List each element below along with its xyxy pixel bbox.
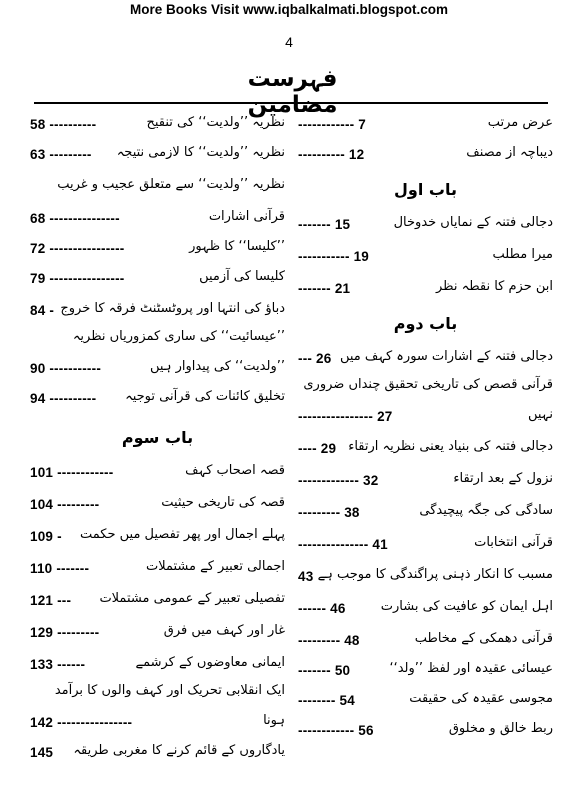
entry-page: 58 ---------- [30, 117, 97, 132]
toc-entry [298, 688, 553, 714]
toc-entry [298, 468, 553, 494]
section-heading-1: باب اول [394, 180, 457, 199]
entry-page: 68 --------------- [30, 211, 120, 226]
entry-title: ’’عیسائیت‘‘ کی ساری کمزوریاں نظریہ [72, 329, 285, 344]
entry-title: یادگاروں کے قائم کرنے کا مغربی طریقہ [73, 743, 285, 758]
entry-page: --------- 48 [298, 633, 360, 648]
toc-entry [298, 436, 553, 462]
entry-title: قرآنی انتخابات [474, 535, 553, 550]
toc-entry [298, 374, 553, 400]
entry-page: ---------------- 27 [298, 409, 393, 424]
toc-entry [298, 212, 553, 238]
entry-page: 142 ---------------- [30, 715, 133, 730]
toc-entry [30, 492, 285, 518]
entry-page: --------------- 41 [298, 537, 388, 552]
site-banner: More Books Visit www.iqbalkalmati.blogspot.com [129, 2, 449, 17]
toc-entry [30, 524, 285, 550]
title-divider [34, 102, 548, 104]
entry-page: 110 ------- [30, 561, 90, 576]
toc-entry [298, 276, 553, 302]
entry-title: ابن حزم کا نقطہ نظر [436, 279, 553, 294]
entry-page: -------- 54 [298, 693, 355, 708]
entry-page: 79 ---------------- [30, 271, 125, 286]
toc-entry [298, 628, 553, 654]
toc-entry [30, 386, 285, 412]
entry-title: ایمانی معاوضوں کے کرشمے [135, 655, 285, 670]
entry-page: ---------- 12 [298, 147, 365, 162]
entry-page: ------------ 7 [298, 117, 367, 132]
entry-page: ------- 15 [298, 217, 351, 232]
entry-title: غار اور کہف میں فرق [163, 623, 285, 638]
entry-title: ’’کلیسا‘‘ کا ظہور [189, 239, 285, 254]
toc-entry [30, 298, 285, 324]
toc-entry [30, 174, 285, 200]
entry-title: نہیں [527, 407, 553, 422]
toc-entry [298, 244, 553, 270]
toc-right-column [298, 112, 553, 792]
entry-title: نظریہ ’’ولدیت‘‘ کی تنقیح [146, 115, 285, 130]
toc-entry [30, 112, 285, 138]
entry-page: 109 - [30, 529, 62, 544]
toc-entry [30, 236, 285, 262]
entry-title: دیباچہ از مصنف [466, 145, 553, 160]
toc-entry [30, 710, 285, 736]
entry-title: ربط خالق و مخلوق [448, 721, 553, 736]
entry-title: ’’ولدیت‘‘ کی پیداوار ہیں [150, 359, 285, 374]
entry-page: ------------ 56 [298, 723, 374, 738]
entry-page: 84 - [30, 303, 55, 318]
toc-entry [298, 112, 553, 138]
entry-page: ------------- 32 [298, 473, 379, 488]
entry-title: پہلے اجمال اور پھر تفصیل میں حکمت [80, 527, 285, 542]
toc-title: فہرست مضامین [247, 66, 338, 118]
toc-entry [298, 564, 553, 590]
entry-title: قرآنی اشارات [208, 209, 285, 224]
entry-page: 94 ---------- [30, 391, 97, 406]
toc-entry [298, 346, 553, 372]
entry-page: 133 ------ [30, 657, 86, 672]
entry-page: ------- 50 [298, 663, 351, 678]
toc-entry [30, 206, 285, 232]
toc-entry [298, 142, 553, 168]
entry-page: 145 [30, 745, 54, 760]
section-heading-3: باب سوم [121, 428, 194, 447]
toc-entry [298, 658, 553, 684]
entry-title: میرا مطلب [492, 247, 553, 262]
toc-entry [30, 588, 285, 614]
entry-title: قصہ اصحاب کہف [185, 463, 285, 478]
page-number: 4 [285, 34, 293, 50]
entry-title: دجالی فتنہ کی بنیاد یعنی نظریہ ارتقاء [348, 439, 553, 454]
toc-entry [298, 404, 553, 430]
entry-page: ------ 46 [298, 601, 346, 616]
entry-title: تخلیق کائنات کی قرآنی توجیہ [125, 389, 285, 404]
entry-title: مسبب کا انکار ذہنی پراگندگی کا موجب ہے [317, 567, 553, 582]
toc-entry [298, 532, 553, 558]
entry-page: 101 ------------ [30, 465, 114, 480]
entry-title: دباؤ کی انتہا اور پروٹسٹنٹ فرقہ کا خروج [60, 301, 285, 316]
entry-page: --- 26 [298, 351, 332, 366]
entry-title: عرض مرتب [487, 115, 553, 130]
toc-entry [30, 266, 285, 292]
entry-page: 129 --------- [30, 625, 100, 640]
toc-entry [30, 460, 285, 486]
toc-entry [30, 652, 285, 678]
entry-title: سادگی کی جگہ پیچیدگی [419, 503, 553, 518]
entry-page: 72 ---------------- [30, 241, 125, 256]
toc-entry [298, 718, 553, 744]
entry-page: 43 [298, 569, 314, 584]
toc-entry [30, 142, 285, 168]
entry-page: ----------- 19 [298, 249, 370, 264]
entry-title: قصہ کی تاریخی حیثیت [161, 495, 285, 510]
toc-entry [30, 556, 285, 582]
toc-entry [30, 326, 285, 352]
toc-entry [30, 740, 285, 766]
entry-page: ------- 21 [298, 281, 351, 296]
entry-title: اہل ایمان کو عافیت کی بشارت [380, 599, 553, 614]
entry-title: ایک انقلابی تحریک اور کہف والوں کا برآمد [54, 683, 285, 698]
entry-title: نزول کے بعد ارتقاء [453, 471, 553, 486]
toc-entry [298, 500, 553, 526]
entry-title: قرآنی دھمکی کے مخاطب [414, 631, 553, 646]
entry-title: نظریہ ’’ولدیت‘‘ سے متعلق عجیب و غریب [57, 177, 285, 192]
entry-page: 90 ----------- [30, 361, 102, 376]
entry-page: 104 --------- [30, 497, 100, 512]
entry-title: تفصیلی تعبیر کے عمومی مشتملات [99, 591, 285, 606]
toc-entry [298, 596, 553, 622]
entry-title: دجالی فتنہ کے اشارات سورہ کہف میں [339, 349, 553, 364]
entry-title: عیسائی عقیدہ اور لفظ ’’ولد‘‘ [389, 661, 553, 676]
toc-entry [30, 680, 285, 706]
toc-entry [30, 356, 285, 382]
toc-entry [30, 620, 285, 646]
toc-left-column [30, 112, 285, 792]
entry-title: قرآنی قصص کی تاریخی تحقیق چنداں ضروری [303, 377, 553, 392]
entry-page: 63 --------- [30, 147, 92, 162]
entry-title: ہونا [263, 713, 285, 728]
entry-page: ---- 29 [298, 441, 337, 456]
entry-title: اجمالی تعبیر کے مشتملات [145, 559, 285, 574]
section-heading-2: باب دوم [393, 314, 458, 333]
entry-page: 121 --- [30, 593, 72, 608]
entry-title: دجالی فتنہ کے نمایاں خدوخال [393, 215, 553, 230]
entry-page: --------- 38 [298, 505, 360, 520]
entry-title: کلیسا کی آزمیں [199, 269, 285, 284]
entry-title: نظریہ ’’ولدیت‘‘ کا لازمی نتیجہ [116, 145, 285, 160]
entry-title: مجوسی عقیدہ کی حقیقت [409, 691, 553, 706]
